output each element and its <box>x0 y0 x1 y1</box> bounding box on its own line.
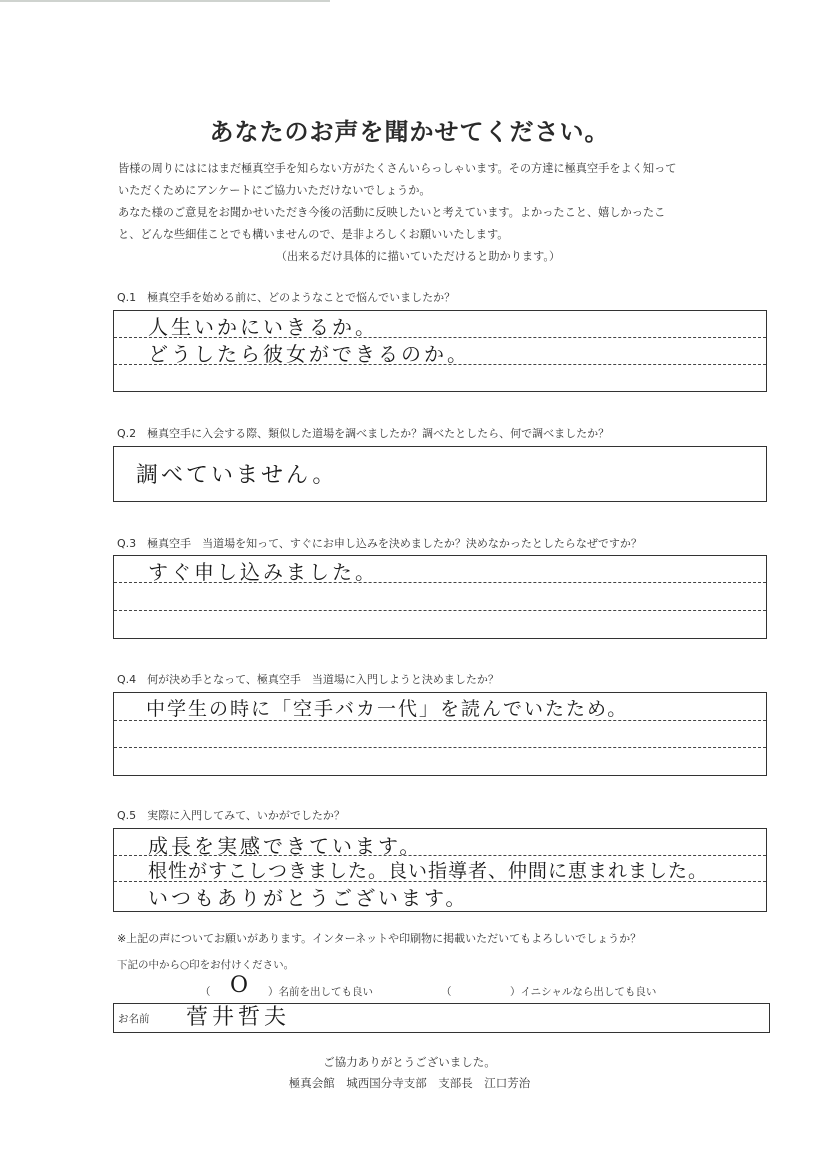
answer-line <box>114 610 766 611</box>
question-5-label: Q.5 実際に入門してみて、いかがでしたか？ <box>117 809 345 822</box>
question-4-label: Q.4 何が決め手となって、極真空手 当道場に入門しようと決めましたか？ <box>117 673 499 686</box>
answer-4-line-1: 中学生の時に「空手バカ一代」を読んでいたため。 <box>146 698 629 720</box>
option-name-paren: （ <box>200 986 211 998</box>
footer-organization: 極真会館 城西国分寺支部 支部長 江口芳治 <box>288 1076 531 1090</box>
option-initial-paren: （ <box>441 986 452 998</box>
question-1-label: Q.1 極真空手を始める前に、どのようなことで悩んでいましたか？ <box>117 291 456 304</box>
answer-line <box>114 747 766 748</box>
intro-line: あなた様のご意見をお聞かせいただき今後の活動に反映したいと考えています。よかったこと、嬉しかったこ <box>118 206 666 219</box>
answer-5-line-3: いつもありがとうございます。 <box>148 886 469 910</box>
answer-2-line-1: 調べていません。 <box>136 463 338 488</box>
option-name-label[interactable]: ）名前を出しても良い <box>268 986 373 998</box>
permission-request: ※上記の声についてお願いがあります。インターネットや印刷物に掲載いただいてもよろしいでしょうか？ <box>117 932 642 945</box>
option-name-mark[interactable]: O <box>230 973 249 998</box>
answer-1-line-2: どうしたら彼女ができるのか。 <box>148 342 470 366</box>
answer-3-line-1: すぐ申し込みました。 <box>148 560 378 584</box>
answer-box-1[interactable] <box>113 310 767 392</box>
answer-5-line-1: 成長を実感できています。 <box>148 834 423 858</box>
top-rule <box>0 0 330 2</box>
answer-5-line-2: 根性がすこしつきました。良い指導者、仲間に恵まれました。 <box>148 860 709 882</box>
option-initial-label[interactable]: ）イニシャルなら出しても良い <box>510 986 657 998</box>
answer-box-4[interactable] <box>113 692 767 776</box>
question-2-label: Q.2 極真空手に入会する際、類似した道場を調べましたか？調べたとしたら、何で調べましたか？ <box>117 427 610 440</box>
name-field[interactable] <box>113 1003 770 1033</box>
question-3-label: Q.3 極真空手 当道場を知って、すぐにお申し込みを決めましたか？決めなかったとしたらなぜですか？ <box>117 537 642 550</box>
intro-line: いただくためにアンケートにご協力いただけないでしょうか。 <box>118 184 431 197</box>
page-title: あなたのお声を聞かせてください。 <box>209 118 610 146</box>
intro-line: と、どんな些細佳ことでも構いませんので、是非よろしくお願いいたします。 <box>118 228 509 241</box>
answer-box-2[interactable] <box>113 446 767 502</box>
answer-box-3[interactable] <box>113 555 767 639</box>
name-value: 菅井哲夫 <box>186 1005 291 1030</box>
intro-text <box>118 158 778 268</box>
name-label: お名前 <box>118 1013 150 1025</box>
footer-thanks: ご協力ありがとうございました。 <box>323 1055 496 1069</box>
intro-note: （出来るだけ具体的に描いていただけると助かります。） <box>275 250 561 263</box>
answer-box-5[interactable] <box>113 828 767 912</box>
answer-1-line-1: 人生いかにいきるか。 <box>148 315 378 339</box>
permission-instruction: 下記の中から○印をお付けください。 <box>117 959 295 971</box>
intro-line: 皆様の周りにはにはまだ極真空手を知らない方がたくさんいらっしゃいます。その方達に極真空手をよく知って <box>118 162 677 175</box>
